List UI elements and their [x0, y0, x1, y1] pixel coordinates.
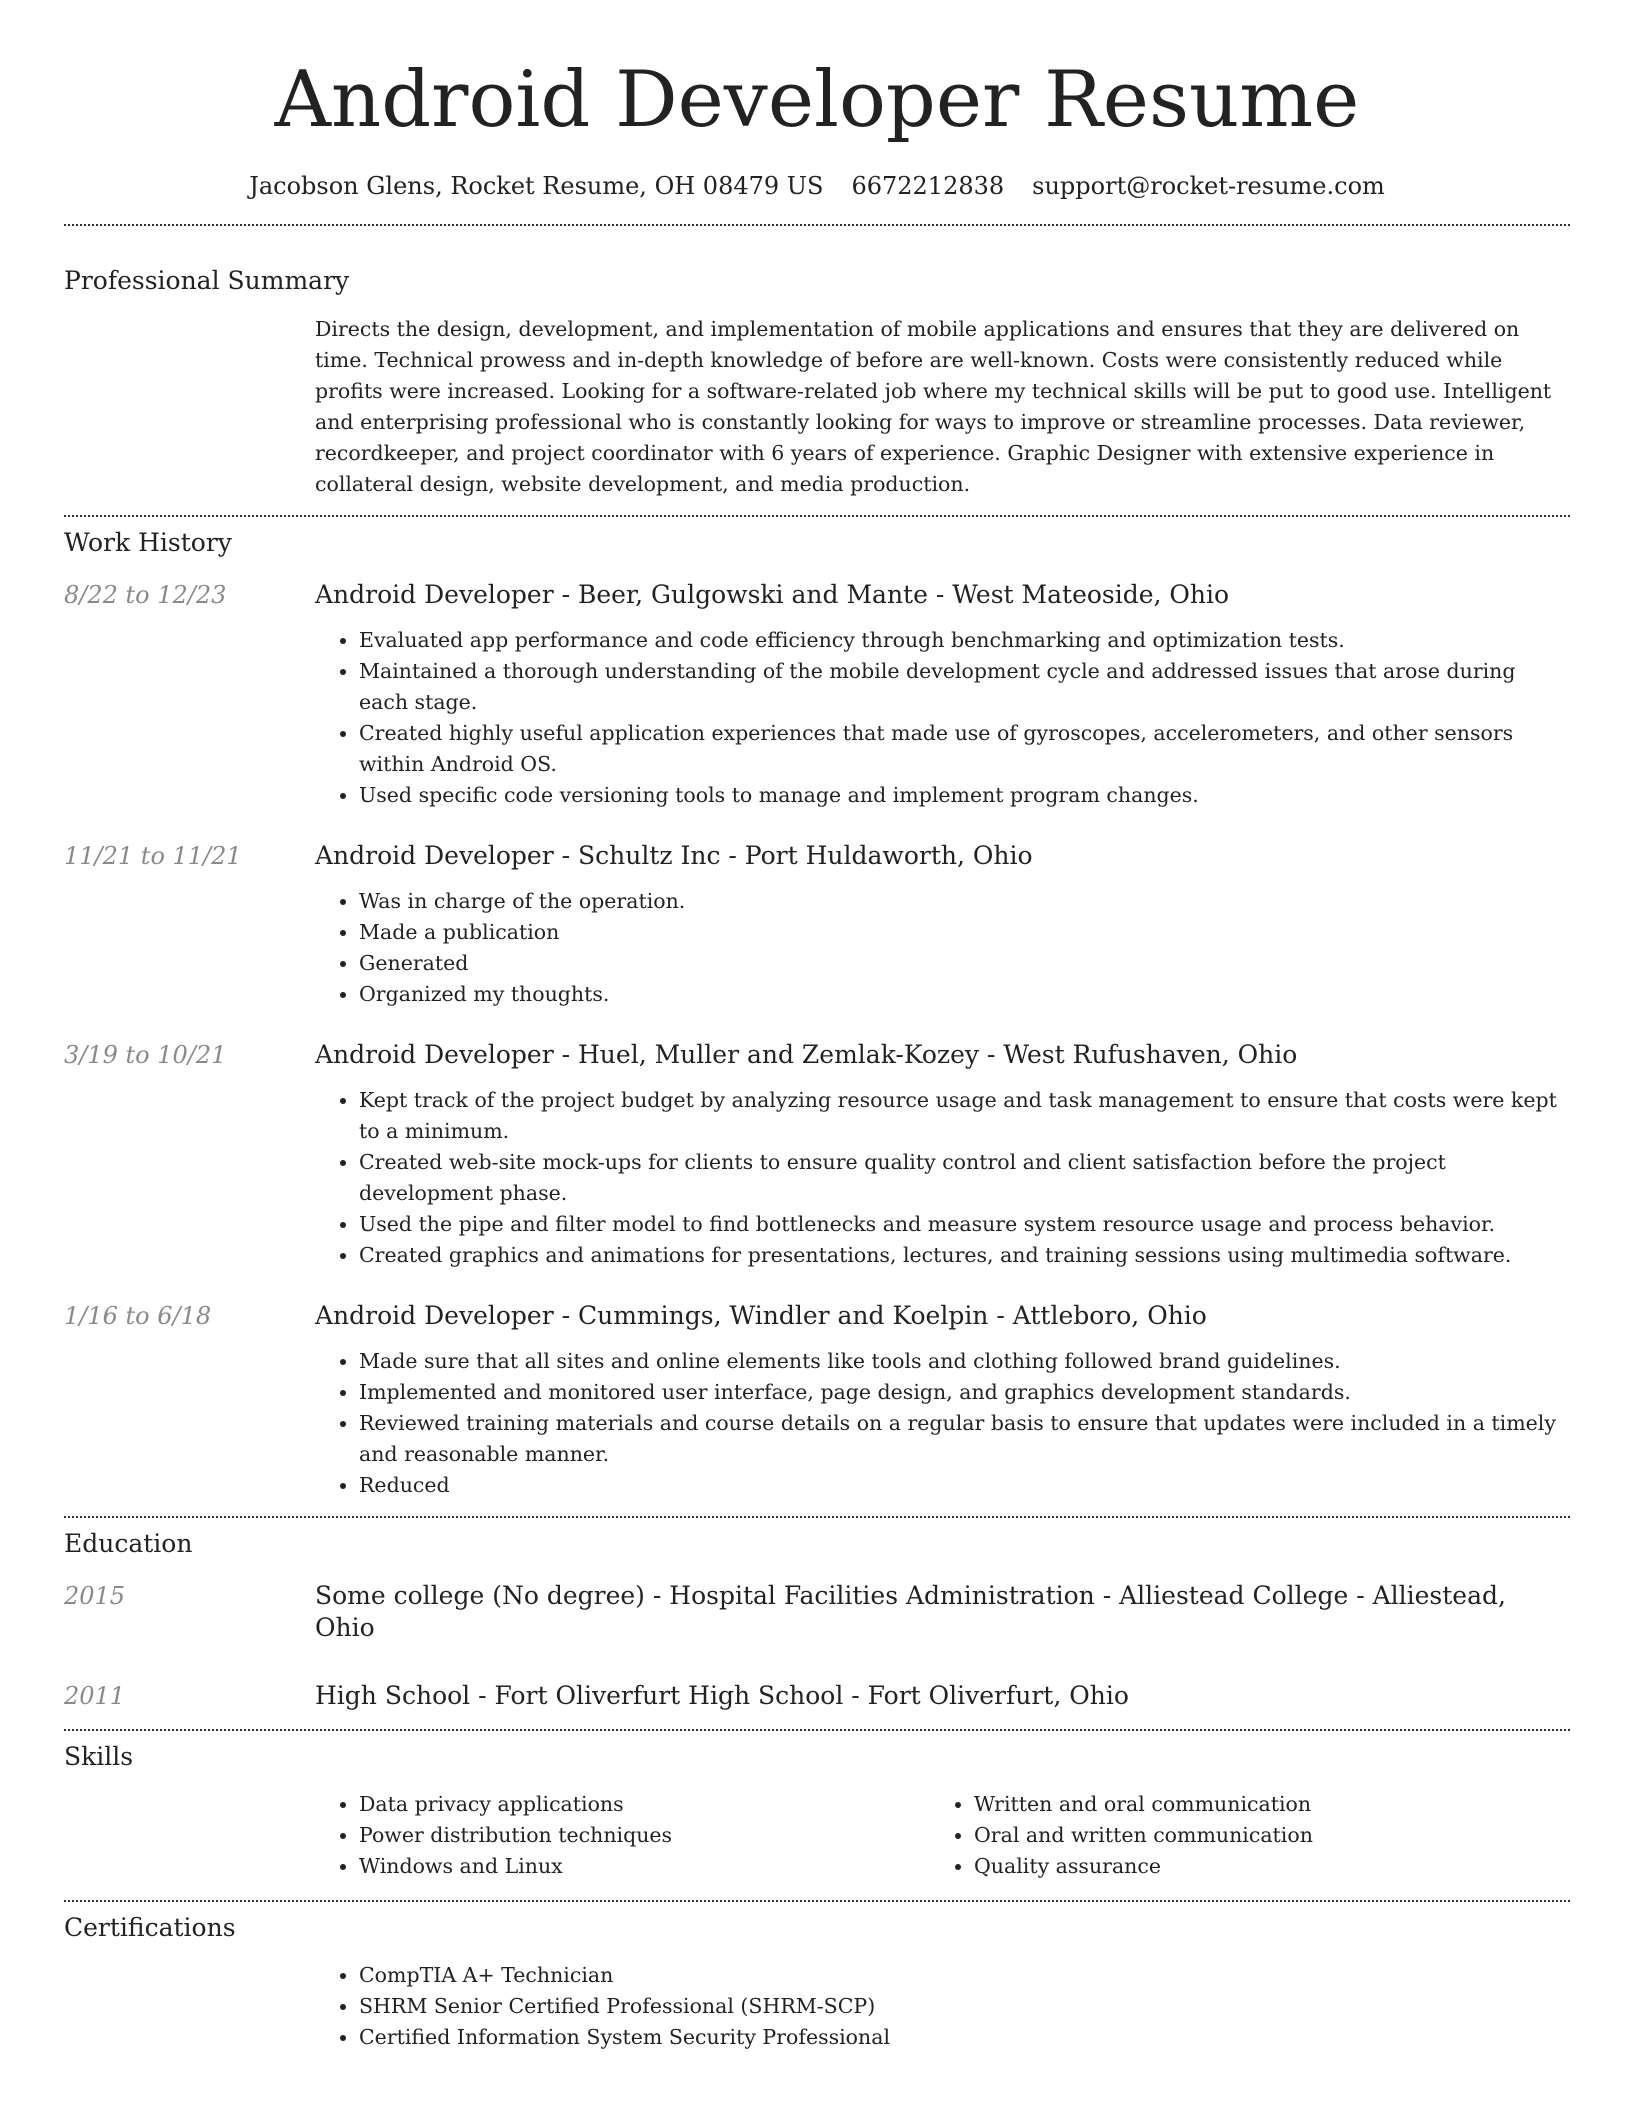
job-bullets — [315, 886, 1570, 1010]
job-date: 11/21 to 11/21 — [64, 842, 242, 870]
list-item: • Data privacy applications — [359, 1789, 930, 1820]
job-bullets — [315, 1346, 1570, 1501]
job-title: Android Developer - Huel, Muller and Zemlak-Kozey - West Rufushaven, Ohio — [315, 1040, 1298, 1069]
education-heading: Education — [64, 1529, 193, 1558]
list-item: • Used specific code versioning tools to manage and implement program changes. — [359, 780, 1570, 811]
education-year: 2015 — [64, 1582, 126, 1610]
list-item: • Reviewed training materials and course details on a regular basis to ensure that updates were included in a timely and reasonable manner. — [359, 1408, 1570, 1470]
skills-list-right — [930, 1789, 1545, 1882]
list-item: • Quality assurance — [974, 1851, 1545, 1882]
list-item: • Power distribution techniques — [359, 1820, 930, 1851]
contact-line — [64, 170, 1570, 202]
summary-text: Directs the design, development, and implementation of mobile applications and ensures that they are delivered on time. Technical prowess and in-depth knowledge of before are well-known. Costs were consistently reduced while profits were increased. Looking for a software-related job where my technical skills will be put to good use. Intelligent and enterprising professional who is constantly looking for ways to improve or streamline processes. Data reviewer, recordkeeper, and project coordinator with 6 years of experience. Graphic Designer with extensive experience in collateral design, website development, and media production. — [315, 317, 1552, 496]
list-item: • Windows and Linux — [359, 1851, 930, 1882]
list-item: • Organized my thoughts. — [359, 979, 1570, 1010]
skills-list-left — [315, 1789, 930, 1882]
job-entry — [64, 1300, 1570, 1501]
list-item: • Created highly useful application experiences that made use of gyroscopes, accelerometers, and other sensors within Android OS. — [359, 718, 1570, 780]
list-item: • Certified Information System Security Professional — [359, 2022, 1570, 2053]
work-heading: Work History — [64, 528, 232, 557]
job-title: Android Developer - Beer, Gulgowski and Mante - West Mateoside, Ohio — [315, 580, 1230, 609]
job-date: 8/22 to 12/23 — [64, 581, 227, 609]
list-item: • Created graphics and animations for presentations, lectures, and training sessions using multimedia software. — [359, 1240, 1570, 1271]
list-item: • SHRM Senior Certified Professional (SHRM-SCP) — [359, 1991, 1570, 2022]
list-item: • Evaluated app performance and code efficiency through benchmarking and optimization tests. — [359, 625, 1570, 656]
job-title: Android Developer - Schultz Inc - Port Huldaworth, Ohio — [315, 841, 1033, 870]
list-item: • Generated — [359, 948, 1570, 979]
list-item: • CompTIA A+ Technician — [359, 1960, 1570, 1991]
education-entry — [64, 1580, 1570, 1644]
skills-row — [64, 1789, 1570, 1882]
summary-heading: Professional Summary — [64, 266, 350, 295]
summary-row — [64, 314, 1570, 500]
certifications-row — [64, 1960, 1570, 2053]
divider — [64, 1729, 1570, 1731]
job-date: 3/19 to 10/21 — [64, 1041, 227, 1069]
divider — [64, 224, 1570, 226]
certifications-list — [315, 1960, 1570, 2053]
resume-title: Android Developer Resume — [274, 55, 1360, 145]
certifications-heading: Certifications — [64, 1913, 236, 1942]
education-year: 2011 — [64, 1682, 126, 1710]
job-entry — [64, 840, 1570, 1010]
contact-address: Jacobson Glens, Rocket Resume, OH 08479 US — [249, 172, 824, 200]
resume-header — [64, 0, 1570, 202]
list-item: • Used the pipe and filter model to find bottlenecks and measure system resource usage and process behavior. — [359, 1209, 1570, 1240]
job-entry — [64, 579, 1570, 811]
education-text: Some college (No degree) - Hospital Facilities Administration - Alliestead College - Alliestead, Ohio — [315, 1581, 1506, 1642]
contact-phone: 6672212838 — [851, 172, 1005, 200]
divider — [64, 1900, 1570, 1902]
divider — [64, 1516, 1570, 1518]
education-entry — [64, 1680, 1570, 1712]
job-date: 1/16 to 6/18 — [64, 1302, 212, 1330]
education-text: High School - Fort Oliverfurt High School - Fort Oliverfurt, Ohio — [315, 1681, 1129, 1710]
list-item: • Kept track of the project budget by analyzing resource usage and task management to ensure that costs were kept to a minimum. — [359, 1085, 1570, 1147]
list-item: • Implemented and monitored user interface, page design, and graphics development standards. — [359, 1377, 1570, 1408]
list-item: • Was in charge of the operation. — [359, 886, 1570, 917]
list-item: • Reduced — [359, 1470, 1570, 1501]
resume-page — [64, 0, 1570, 2053]
list-item: • Made a publication — [359, 917, 1570, 948]
contact-email[interactable]: support@rocket-resume.com — [1032, 172, 1385, 200]
list-item: • Created web-site mock-ups for clients to ensure quality control and client satisfaction before the project development phase. — [359, 1147, 1570, 1209]
list-item: • Oral and written communication — [974, 1820, 1545, 1851]
job-title: Android Developer - Cummings, Windler and Koelpin - Attleboro, Ohio — [315, 1301, 1207, 1330]
list-item: • Written and oral communication — [974, 1789, 1545, 1820]
list-item: • Made sure that all sites and online elements like tools and clothing followed brand guidelines. — [359, 1346, 1570, 1377]
divider — [64, 515, 1570, 517]
list-item: • Maintained a thorough understanding of the mobile development cycle and addressed issues that arose during each stage. — [359, 656, 1570, 718]
job-entry — [64, 1039, 1570, 1271]
job-bullets — [315, 625, 1570, 811]
job-bullets — [315, 1085, 1570, 1271]
skills-heading: Skills — [64, 1742, 134, 1771]
